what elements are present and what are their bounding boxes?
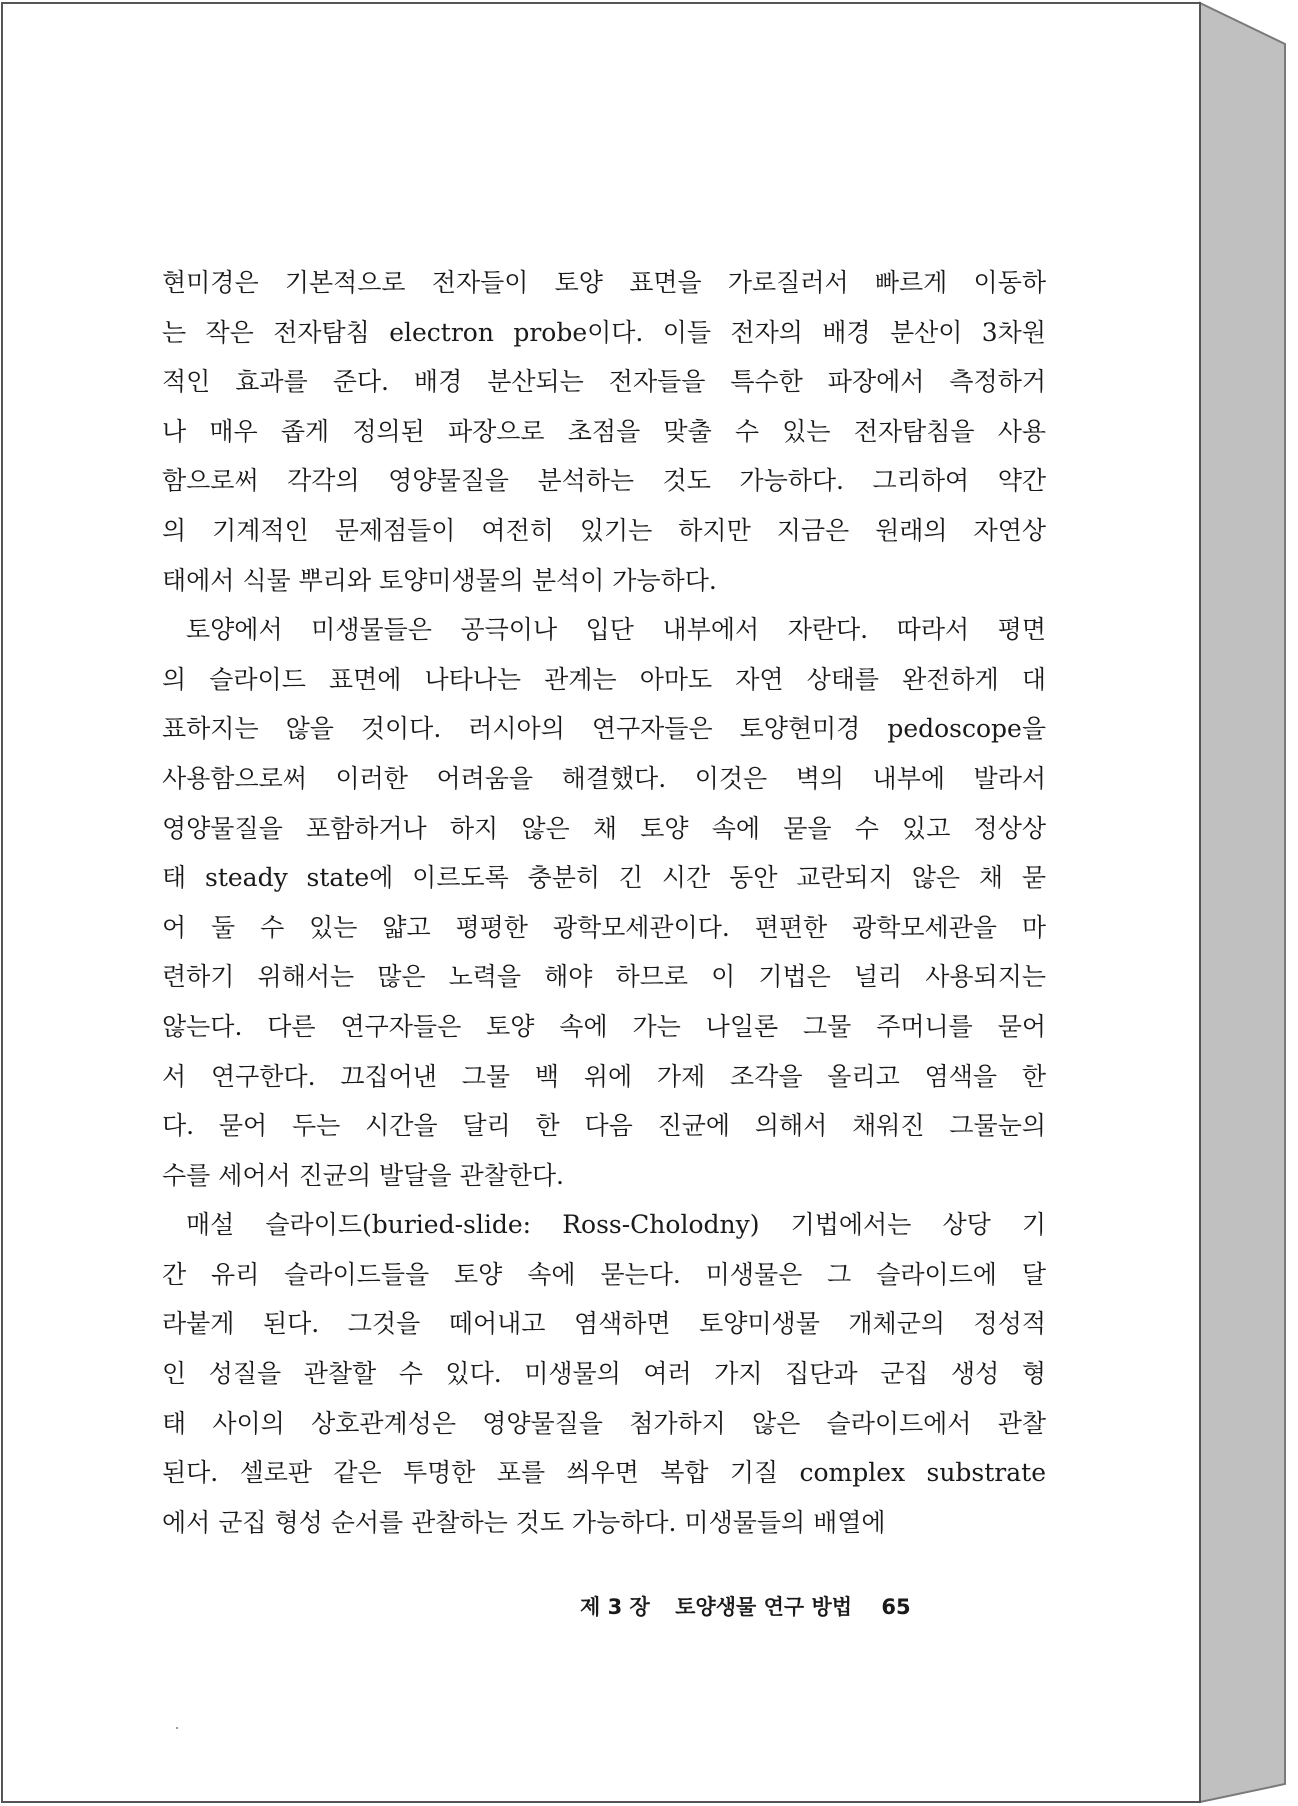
text-line: 의 슬라이드 표면에 나타나는 관계는 아마도 자연 상태를 완전하게 대 — [162, 664, 1046, 694]
text-line: 수를 세어서 진균의 발달을 관찰한다. — [162, 1160, 564, 1190]
speck — [176, 1727, 178, 1729]
text-line: 는 작은 전자탐침 electron probe이다. 이들 전자의 배경 분산이 3차원 — [162, 317, 1046, 347]
paragraph — [162, 1200, 1046, 1547]
text-line: 적인 효과를 준다. 배경 분산되는 전자들을 특수한 파장에서 측정하거 — [162, 367, 1046, 397]
text-line: 사용함으로써 이러한 어려움을 해결했다. 이것은 벽의 내부에 발라서 — [162, 763, 1046, 793]
text-line: 토양에서 미생물들은 공극이나 입단 내부에서 자란다. 따라서 평면 — [186, 615, 1046, 645]
text-line: 된다. 셀로판 같은 투명한 포를 씌우면 복합 기질 complex substrate — [162, 1458, 1046, 1488]
text-line: 매설 슬라이드(buried-slide: Ross-Cholodny) 기법에서는 상당 기 — [186, 1210, 1046, 1240]
text-line: 에서 군집 형성 순서를 관찰하는 것도 가능하다. 미생물들의 배열에 — [162, 1507, 886, 1537]
text-line: 다. 묻어 두는 시간을 달리 한 다음 진균에 의해서 채워진 그물눈의 — [162, 1111, 1046, 1141]
text-line: 간 유리 슬라이드들을 토양 속에 묻는다. 미생물은 그 슬라이드에 달 — [162, 1259, 1046, 1289]
text-line: 표하지는 않을 것이다. 러시아의 연구자들은 토양현미경 pedoscope을 — [162, 714, 1046, 744]
text-line: 인 성질을 관찰할 수 있다. 미생물의 여러 가지 집단과 군집 생성 형 — [162, 1359, 1046, 1389]
text-line: 라붙게 된다. 그것을 떼어내고 염색하면 토양미생물 개체군의 정성적 — [162, 1309, 1046, 1339]
text-line: 함으로써 각각의 영양물질을 분석하는 것도 가능하다. 그리하여 약간 — [162, 466, 1046, 496]
text-line: 영양물질을 포함하거나 하지 않은 채 토양 속에 묻을 수 있고 정상상 — [162, 813, 1046, 843]
text-line: 서 연구한다. 끄집어낸 그물 백 위에 가제 조각을 올리고 염색을 한 — [162, 1061, 1046, 1091]
text-line: 태에서 식물 뿌리와 토양미생물의 분석이 가능하다. — [162, 565, 717, 595]
text-line: 나 매우 좁게 정의된 파장으로 초점을 맞출 수 있는 전자탐침을 사용 — [162, 416, 1046, 446]
page-number: 65 — [881, 1595, 911, 1619]
text-line: 현미경은 기본적으로 전자들이 토양 표면을 가로질러서 빠르게 이동하 — [162, 268, 1046, 297]
text-line: 련하기 위해서는 많은 노력을 해야 하므로 이 기법은 널리 사용되지는 — [162, 962, 1046, 992]
body-text — [162, 258, 1046, 1547]
text-line: 않는다. 다른 연구자들은 토양 속에 가는 나일론 그물 주머니를 묻어 — [162, 1011, 1046, 1041]
text-line: 태 steady state에 이르도록 충분히 긴 시간 동안 교란되지 않은 채 묻 — [162, 863, 1046, 893]
text-line: 의 기계적인 문제점들이 여전히 있기는 하지만 지금은 원래의 자연상 — [162, 515, 1046, 545]
running-footer — [580, 1591, 1020, 1621]
paragraph — [162, 258, 1046, 605]
book-spine-edge — [1200, 3, 1285, 1802]
footer-title: 토양생물 연구 방법 — [675, 1595, 853, 1619]
text-line: 태 사이의 상호관계성은 영양물질을 첨가하지 않은 슬라이드에서 관찰 — [162, 1408, 1046, 1438]
text-line: 어 둘 수 있는 얇고 평평한 광학모세관이다. 편편한 광학모세관을 마 — [162, 912, 1046, 942]
paragraph — [162, 605, 1046, 1200]
footer-chapter: 제 3 장 — [580, 1595, 650, 1619]
